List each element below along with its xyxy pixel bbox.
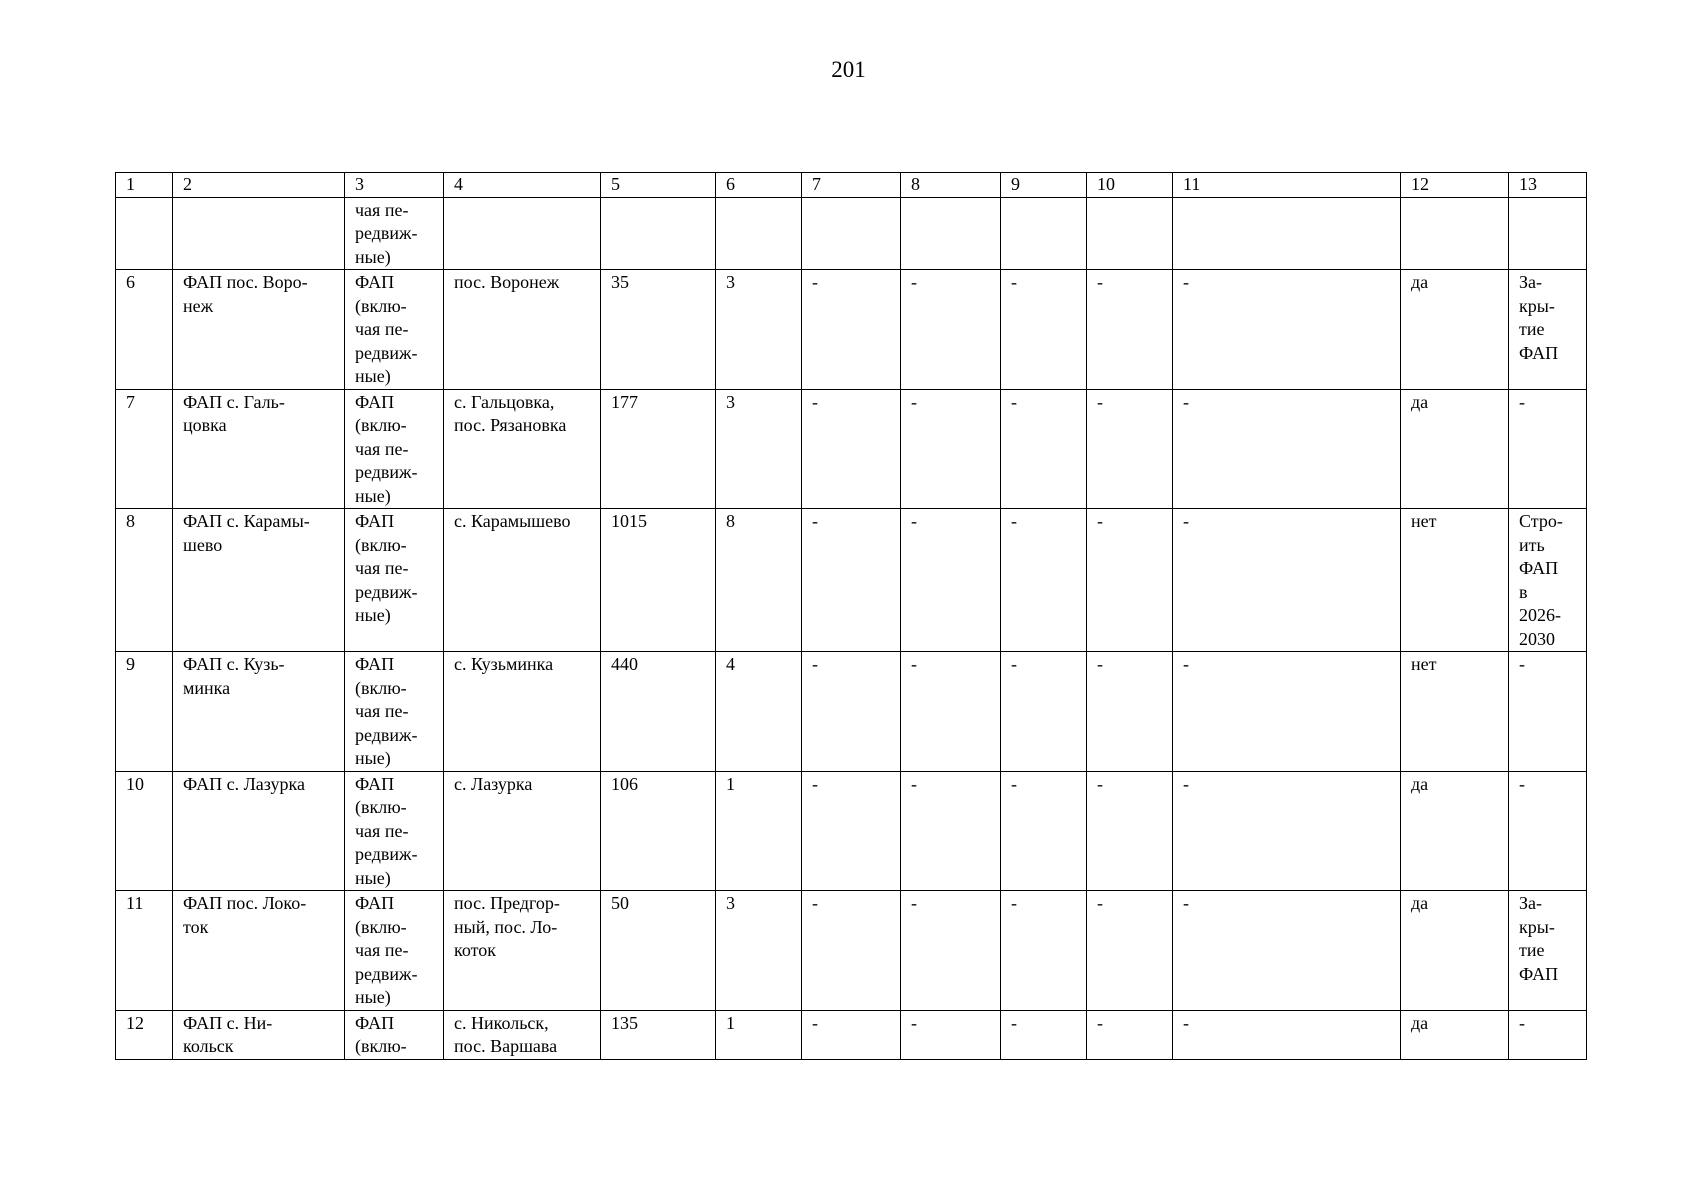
table-cell: - xyxy=(1173,771,1401,891)
table-cell: - xyxy=(802,389,901,509)
table-cell: 8 xyxy=(116,509,173,652)
table-cell: 12 xyxy=(116,1010,173,1059)
table-cell: - xyxy=(802,652,901,772)
table-cell: 6 xyxy=(116,270,173,390)
table-cell: За- кры- тие ФАП xyxy=(1509,270,1587,390)
header-cell: 11 xyxy=(1173,173,1401,198)
table-cell: Стро- ить ФАП в 2026- 2030 xyxy=(1509,509,1587,652)
table-cell xyxy=(1509,197,1587,270)
table-row xyxy=(116,891,1587,1011)
table-cell: ФАП пос. Локо- ток xyxy=(173,891,345,1011)
table-header-row xyxy=(116,173,1587,198)
table-cell: - xyxy=(901,509,1001,652)
table-cell: - xyxy=(1173,891,1401,1011)
table-cell: да xyxy=(1401,270,1509,390)
table-cell: - xyxy=(1001,652,1087,772)
table-cell: - xyxy=(1087,771,1173,891)
table-cell: с. Лазурка xyxy=(444,771,601,891)
table-cell: - xyxy=(802,270,901,390)
table-cell: 3 xyxy=(716,891,802,1011)
header-cell: 1 xyxy=(116,173,173,198)
table-cell: - xyxy=(1001,891,1087,1011)
table-cell: - xyxy=(1087,1010,1173,1059)
header-cell: 5 xyxy=(601,173,716,198)
table-cell: 3 xyxy=(716,270,802,390)
table-cell: 106 xyxy=(601,771,716,891)
table-cell: - xyxy=(1001,1010,1087,1059)
header-cell: 7 xyxy=(802,173,901,198)
table-cell: - xyxy=(1001,270,1087,390)
table-cell: - xyxy=(1087,652,1173,772)
header-cell: 4 xyxy=(444,173,601,198)
table-cell: да xyxy=(1401,771,1509,891)
table-cell: ФАП пос. Воро- неж xyxy=(173,270,345,390)
table-cell: - xyxy=(1087,389,1173,509)
table-cell xyxy=(802,197,901,270)
table-cell: 440 xyxy=(601,652,716,772)
header-cell: 9 xyxy=(1001,173,1087,198)
table-cell: 35 xyxy=(601,270,716,390)
table-cell: 135 xyxy=(601,1010,716,1059)
table-cell: - xyxy=(901,771,1001,891)
table-cell: ФАП (вклю- чая пе- редвиж- ные) xyxy=(345,509,444,652)
table-cell: 10 xyxy=(116,771,173,891)
table-row xyxy=(116,389,1587,509)
table-cell: ФАП (вклю- чая пе- редвиж- ные) xyxy=(345,270,444,390)
table-cell: - xyxy=(1509,389,1587,509)
table-cell: - xyxy=(802,1010,901,1059)
table-cell: - xyxy=(901,652,1001,772)
table-cell: ФАП (вклю- чая пе- редвиж- ные) xyxy=(345,771,444,891)
table-cell xyxy=(1173,197,1401,270)
table-cell: 1 xyxy=(716,771,802,891)
table-cell xyxy=(716,197,802,270)
page-number: 201 xyxy=(831,57,866,82)
table-cell: ФАП с. Кузь- минка xyxy=(173,652,345,772)
table-cell xyxy=(116,197,173,270)
table-cell: 7 xyxy=(116,389,173,509)
table-cell: да xyxy=(1401,1010,1509,1059)
table-cell: - xyxy=(1173,270,1401,390)
table-cell xyxy=(601,197,716,270)
table-cell: с. Никольск, пос. Варшава xyxy=(444,1010,601,1059)
table-cell: нет xyxy=(1401,652,1509,772)
table-cell: - xyxy=(1001,389,1087,509)
table-row xyxy=(116,1010,1587,1059)
table-cell: - xyxy=(1509,652,1587,772)
table-cell: За- кры- тие ФАП xyxy=(1509,891,1587,1011)
table-cell xyxy=(444,197,601,270)
table-cell: да xyxy=(1401,389,1509,509)
header-cell: 10 xyxy=(1087,173,1173,198)
table-cell: 50 xyxy=(601,891,716,1011)
header-cell: 12 xyxy=(1401,173,1509,198)
table-cell: - xyxy=(1087,891,1173,1011)
data-table xyxy=(115,172,1587,1060)
table-cell: да xyxy=(1401,891,1509,1011)
header-cell: 13 xyxy=(1509,173,1587,198)
table-cell: - xyxy=(1087,509,1173,652)
header-cell: 6 xyxy=(716,173,802,198)
table-cell: ФАП с. Карамы- шево xyxy=(173,509,345,652)
table-cell: - xyxy=(901,891,1001,1011)
table-cell: с. Кузьминка xyxy=(444,652,601,772)
table-row xyxy=(116,197,1587,270)
table-cell: - xyxy=(1509,1010,1587,1059)
table-cell: - xyxy=(1173,509,1401,652)
table-cell: пос. Предгор- ный, пос. Ло- коток xyxy=(444,891,601,1011)
table-cell: 177 xyxy=(601,389,716,509)
table-cell: ФАП (вклю- чая пе- редвиж- ные) xyxy=(345,652,444,772)
table-row xyxy=(116,771,1587,891)
header-cell: 2 xyxy=(173,173,345,198)
table-cell: - xyxy=(901,270,1001,390)
table-cell: - xyxy=(802,509,901,652)
table-cell xyxy=(901,197,1001,270)
header-cell: 8 xyxy=(901,173,1001,198)
table-cell xyxy=(173,197,345,270)
table-cell: - xyxy=(1173,652,1401,772)
table-cell: 11 xyxy=(116,891,173,1011)
table-cell: - xyxy=(1173,389,1401,509)
table-cell: с. Гальцовка, пос. Рязановка xyxy=(444,389,601,509)
table-cell: - xyxy=(1173,1010,1401,1059)
table-cell: ФАП (вклю- чая пе- редвиж- ные) xyxy=(345,891,444,1011)
table-cell: - xyxy=(1001,771,1087,891)
table-cell: - xyxy=(901,1010,1001,1059)
table-cell: ФАП с. Галь- цовка xyxy=(173,389,345,509)
table-cell: - xyxy=(1001,509,1087,652)
table-cell: - xyxy=(802,891,901,1011)
table-cell: ФАП (вклю- чая пе- редвиж- ные) xyxy=(345,389,444,509)
table-cell: - xyxy=(802,771,901,891)
header-cell: 3 xyxy=(345,173,444,198)
table-cell xyxy=(1001,197,1087,270)
table-cell: с. Карамышево xyxy=(444,509,601,652)
table-cell: ФАП (вклю- xyxy=(345,1010,444,1059)
table-row xyxy=(116,270,1587,390)
table-cell: - xyxy=(1509,771,1587,891)
table-cell xyxy=(1401,197,1509,270)
table-cell: 1015 xyxy=(601,509,716,652)
table-cell xyxy=(1087,197,1173,270)
table-cell: - xyxy=(901,389,1001,509)
table-cell: пос. Воронеж xyxy=(444,270,601,390)
table-cell: чая пе- редвиж- ные) xyxy=(345,197,444,270)
table-cell: нет xyxy=(1401,509,1509,652)
table-cell: - xyxy=(1087,270,1173,390)
table-cell: ФАП с. Ни- кольск xyxy=(173,1010,345,1059)
table-cell: 1 xyxy=(716,1010,802,1059)
table-cell: 4 xyxy=(716,652,802,772)
table-row xyxy=(116,652,1587,772)
table-cell: ФАП с. Лазурка xyxy=(173,771,345,891)
table-row xyxy=(116,509,1587,652)
table-cell: 9 xyxy=(116,652,173,772)
table-cell: 3 xyxy=(716,389,802,509)
table-cell: 8 xyxy=(716,509,802,652)
